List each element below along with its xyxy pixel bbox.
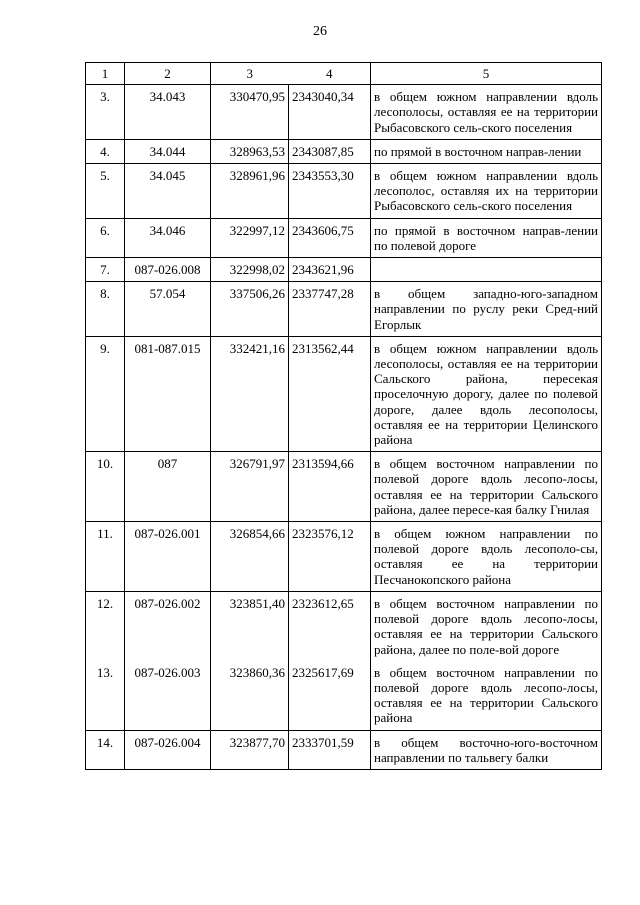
row-number-cell: 6. <box>86 218 125 257</box>
description-cell: в общем западно-юго-западном направлении по руслу реки Сред-ний Егорлык <box>371 282 602 337</box>
x-coordinate-cell: 323851,40 <box>211 591 289 660</box>
y-coordinate-cell: 2343621,96 <box>289 258 371 282</box>
header-cell: 5 <box>371 63 602 85</box>
table-row <box>86 591 602 660</box>
row-number-cell: 3. <box>86 85 125 140</box>
y-coordinate-cell: 2325617,69 <box>289 661 371 730</box>
description-cell: в общем восточном направлении по полевой дороге вдоль лесопо-лосы, оставляя ее на территории Сальского района <box>371 661 602 730</box>
table-header-row <box>86 63 602 85</box>
point-id-cell: 087 <box>125 452 211 522</box>
table-row <box>86 218 602 257</box>
x-coordinate-cell: 323877,70 <box>211 730 289 769</box>
y-coordinate-cell: 2323576,12 <box>289 522 371 592</box>
x-coordinate-cell: 337506,26 <box>211 282 289 337</box>
x-coordinate-cell: 323860,36 <box>211 661 289 730</box>
y-coordinate-cell: 2333701,59 <box>289 730 371 769</box>
description-cell: в общем южном направлении по полевой дороге вдоль лесополо-сы, оставляя ее на территории Песчанокопского района <box>371 522 602 592</box>
page-number: 26 <box>313 24 327 39</box>
row-number-cell: 14. <box>86 730 125 769</box>
table-row <box>86 258 602 282</box>
point-id-cell: 57.054 <box>125 282 211 337</box>
header-cell: 3 <box>211 63 289 85</box>
y-coordinate-cell: 2313594,66 <box>289 452 371 522</box>
y-coordinate-cell: 2343087,85 <box>289 139 371 163</box>
table-row <box>86 282 602 337</box>
point-id-cell: 087-026.008 <box>125 258 211 282</box>
description-cell: в общем южном направлении вдоль лесополосы, оставляя ее на территории Рыбасовского сель-ского поселения <box>371 85 602 140</box>
x-coordinate-cell: 326854,66 <box>211 522 289 592</box>
description-cell <box>371 258 602 282</box>
y-coordinate-cell: 2337747,28 <box>289 282 371 337</box>
description-cell: по прямой в восточном направ-лении по полевой дороге <box>371 218 602 257</box>
description-cell: в общем южном направлении вдоль лесополосы, оставляя ее на территории Сальского района, пересекая проселочную дорогу, далее по полевой дороге, далее вдоль лесополосы, оставляя ее на территории Целинского района <box>371 336 602 451</box>
point-id-cell: 081-087.015 <box>125 336 211 451</box>
row-number-cell: 12. <box>86 591 125 660</box>
table-row <box>86 85 602 140</box>
header-cell: 4 <box>289 63 371 85</box>
table-row <box>86 661 602 730</box>
row-number-cell: 13. <box>86 661 125 730</box>
description-cell: в общем южном направлении вдоль лесополос, оставляя их на территории Рыбасовского сель-ского поселения <box>371 164 602 219</box>
y-coordinate-cell: 2343040,34 <box>289 85 371 140</box>
header-cell: 1 <box>86 63 125 85</box>
table-row <box>86 452 602 522</box>
table-row <box>86 164 602 219</box>
table-row <box>86 139 602 163</box>
y-coordinate-cell: 2343606,75 <box>289 218 371 257</box>
point-id-cell: 087-026.004 <box>125 730 211 769</box>
row-number-cell: 10. <box>86 452 125 522</box>
point-id-cell: 087-026.003 <box>125 661 211 730</box>
description-cell: в общем восточно-юго-восточном направлении по тальвегу балки <box>371 730 602 769</box>
x-coordinate-cell: 326791,97 <box>211 452 289 522</box>
description-cell: в общем восточном направлении по полевой дороге вдоль лесопо-лосы, оставляя ее на территории Сальского района, далее по поле-вой дороге <box>371 591 602 660</box>
row-number-cell: 11. <box>86 522 125 592</box>
boundary-table <box>85 62 602 770</box>
table-row <box>86 730 602 769</box>
x-coordinate-cell: 328963,53 <box>211 139 289 163</box>
header-cell: 2 <box>125 63 211 85</box>
table-row <box>86 336 602 451</box>
point-id-cell: 34.043 <box>125 85 211 140</box>
x-coordinate-cell: 332421,16 <box>211 336 289 451</box>
x-coordinate-cell: 322998,02 <box>211 258 289 282</box>
point-id-cell: 34.045 <box>125 164 211 219</box>
point-id-cell: 087-026.001 <box>125 522 211 592</box>
row-number-cell: 9. <box>86 336 125 451</box>
y-coordinate-cell: 2343553,30 <box>289 164 371 219</box>
description-cell: в общем восточном направлении по полевой дороге вдоль лесопо-лосы, оставляя ее на территории Сальского района, далее пересе-кая балку Гнилая <box>371 452 602 522</box>
y-coordinate-cell: 2313562,44 <box>289 336 371 451</box>
x-coordinate-cell: 328961,96 <box>211 164 289 219</box>
row-number-cell: 7. <box>86 258 125 282</box>
point-id-cell: 087-026.002 <box>125 591 211 660</box>
point-id-cell: 34.044 <box>125 139 211 163</box>
table-row <box>86 522 602 592</box>
row-number-cell: 8. <box>86 282 125 337</box>
x-coordinate-cell: 330470,95 <box>211 85 289 140</box>
y-coordinate-cell: 2323612,65 <box>289 591 371 660</box>
point-id-cell: 34.046 <box>125 218 211 257</box>
row-number-cell: 5. <box>86 164 125 219</box>
row-number-cell: 4. <box>86 139 125 163</box>
description-cell: по прямой в восточном направ-лении <box>371 139 602 163</box>
x-coordinate-cell: 322997,12 <box>211 218 289 257</box>
